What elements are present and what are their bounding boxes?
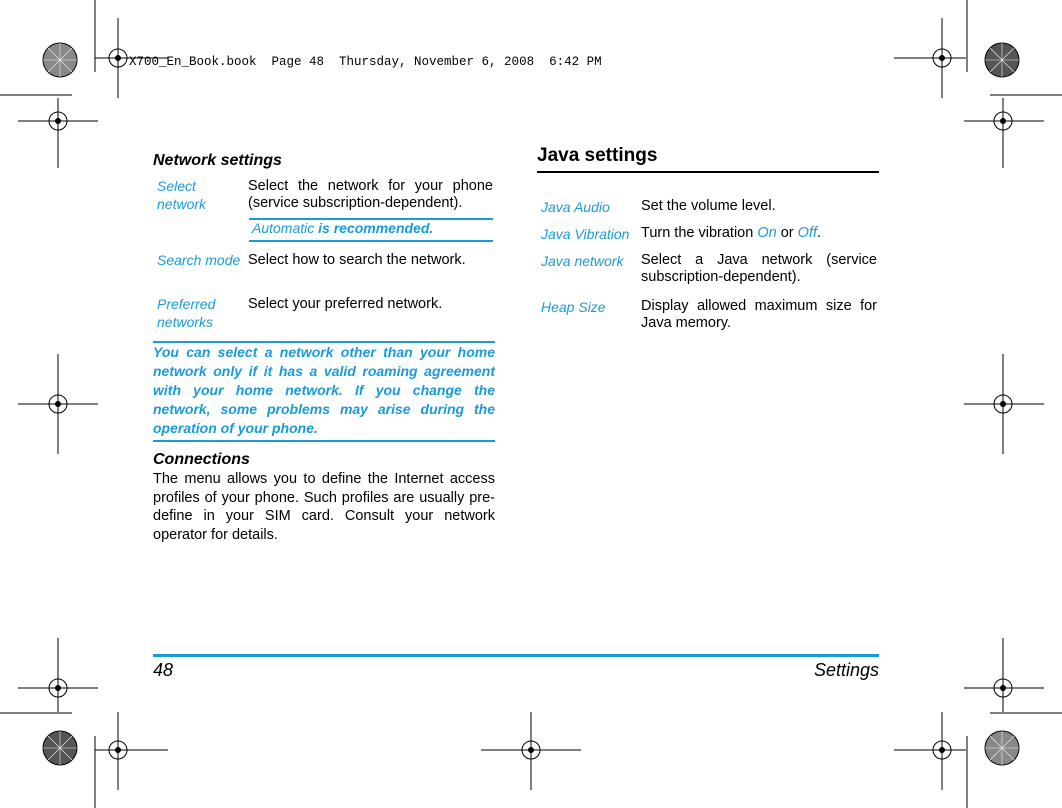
term-preferred-networks: Preferred networks (157, 296, 216, 330)
desc-java-vibration: Turn the vibration On or Off. (641, 225, 822, 241)
desc-search-mode: Select how to search the network. (248, 252, 466, 268)
desc-java-audio: Set the volume level. (641, 198, 776, 214)
footer-rule (153, 654, 879, 657)
term-search-mode: Search mode (157, 252, 241, 268)
page-number: 48 (153, 660, 174, 680)
roaming-note-rule-bottom (153, 440, 495, 442)
roaming-note: You can select a network other than your home network only if it has a valid roaming agreement with your home network. If you change the network, some problems may arise during the operation of your phone. (153, 344, 495, 436)
java-settings-heading: Java settings (537, 145, 658, 166)
term-java-network: Java network (541, 253, 624, 269)
connections-body: The menu allows you to define the Internet access profiles of your phone. Such profiles are usually pre-define in your SIM card. Consult your network operator for details. (153, 471, 495, 543)
print-slug: X700_En_Book.book Page 48 Thursday, November 6, 2008 6:42 PM (129, 55, 602, 69)
java-heading-rule (537, 171, 879, 173)
term-java-vibration: Java Vibration (541, 226, 630, 242)
automatic-note: Automatic is recommended. (252, 220, 434, 236)
term-select-network: Select network (157, 178, 207, 212)
connections-heading: Connections (153, 451, 250, 468)
desc-select-network: Select the network for your phone (service subscription-dependent). (248, 178, 493, 211)
desc-preferred-networks: Select your preferred network. (248, 296, 443, 312)
note-rule-bottom (249, 240, 493, 242)
desc-heap-size: Display allowed maximum size for Java memory. (641, 298, 877, 331)
network-settings-heading: Network settings (153, 152, 282, 169)
section-name: Settings (813, 660, 879, 680)
desc-java-network: Select a Java network (service subscription-dependent). (641, 252, 877, 285)
term-java-audio: Java Audio (541, 199, 610, 215)
term-heap-size: Heap Size (541, 299, 606, 315)
